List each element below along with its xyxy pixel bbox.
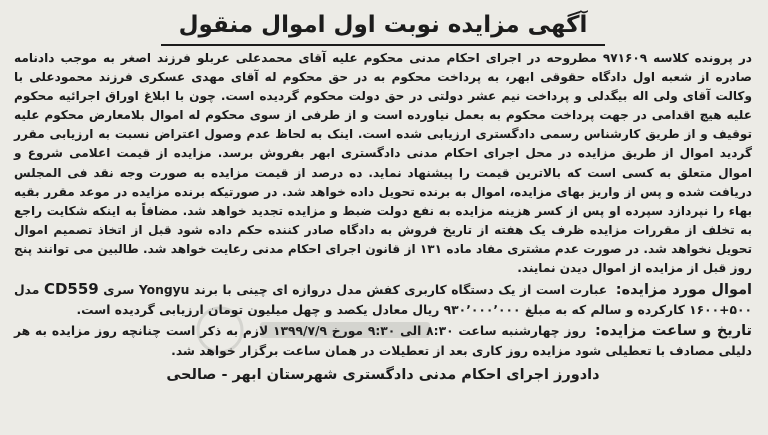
notice-title: آگهی مزایده نوبت اول اموال منقول xyxy=(161,6,606,46)
title-wrap xyxy=(14,6,752,46)
property-text-start: عبارت است از یک دستگاه کاربری کفش مدل دروازه ای چینی با برند xyxy=(194,283,608,298)
model-code: CD559 xyxy=(43,280,99,299)
property-heading: اموال مورد مزایده: xyxy=(615,282,753,299)
signature-footer: دادورز اجرای احکام مدنی دادگستری شهرستان ابهر - صالحی xyxy=(166,367,600,384)
schedule-section xyxy=(14,322,752,361)
property-text-end: مدل ۵۰۰+۱۶۰۰ کارکرده و سالم که به مبلغ ۹۳۰٬۰۰۰٬۰۰۰ ریال معادل یکصد و چهل میلیون تومان ارزیابی گردیده است. xyxy=(14,283,752,317)
property-series-label: سری xyxy=(103,283,135,298)
schedule-heading: تاریخ و ساعت مزایده: xyxy=(595,323,752,340)
property-section xyxy=(14,280,752,320)
notice-body-paragraph: در پرونده کلاسه ۹۷۱۶۰۹ مطروحه در اجرای احکام مدنی محکوم علیه آقای محمدعلی عربلو فرزند اصغر به موجب دادنامه صادره از شعبه اول دادگاه حقوقی ابهر، به پرداخت محکوم به در حق محکوم له آقای مهدی عسکری فرزند محمودعلی با وکالت آقای ولی اله بیگدلی و پرداخت نیم عشر دولتی در حق دولت محکوم گردیده است. چون با ابلاغ اوراق اجرائیه محکوم علیه هیچ اقدامی در جهت پرداخت محکوم به بعمل نیاورده است و از طرفی از سوی محکوم له اموال بلامعارض محکوم علیه توقیف و از طریق کارشناس رسمی دادگستری ارزیابی شده است. اینک به لحاظ عدم وصول اعتراض نسبت به ارزیابی مقرر گردید اموال از طریق مزایده در محل اجرای احکام مدنی دادگستری ابهر بفروش برسد. مزایده از قیمت اعلامی شروع و اموال متعلق به کسی است که بالاترین قیمت را پیشنهاد نماید. ده درصد از قیمت مزایده به صورت وجه نقد فی المجلس دریافت شده و پس از واریز بهای مزایده، اموال به برنده تحویل داده خواهد شد. در صورتیکه برنده مزایده در موعد مقرر بقیه بهاء را نپردازد سپرده او پس از کسر هزینه مزایده به نفع دولت ضبط و مزایده تجدید خواهد شد. مضافاً به اینکه شکایت راجع به تخلف از مقررات مزایده ظرف یک هفته از تاریخ فروش به دادگاه صادر کننده حکم داده شود قبل از اتخاذ تصمیم اموال تحویل نخواهد شد. در صورت عدم مشتری مفاد ماده ۱۳۱ از قانون اجرای احکام مدنی رعایت خواهد شد. طالبین می توانند پنج روز قبل از مزایده از اموال دیدن نمایند. xyxy=(14,51,752,276)
brand-name: Yongyu xyxy=(138,283,190,298)
schedule-text: روز چهارشنبه ساعت ۸:۳۰ الی ۹:۳۰ مورخ ۱۳۹۹/۷/۹ لازم به ذکر است چنانچه روز مزایده به هر دلیلی مصادف با تعطیلی شود مزایده روز کاری بعد از تعطیلات در همان ساعت برگزار خواهد شد. xyxy=(14,324,752,358)
